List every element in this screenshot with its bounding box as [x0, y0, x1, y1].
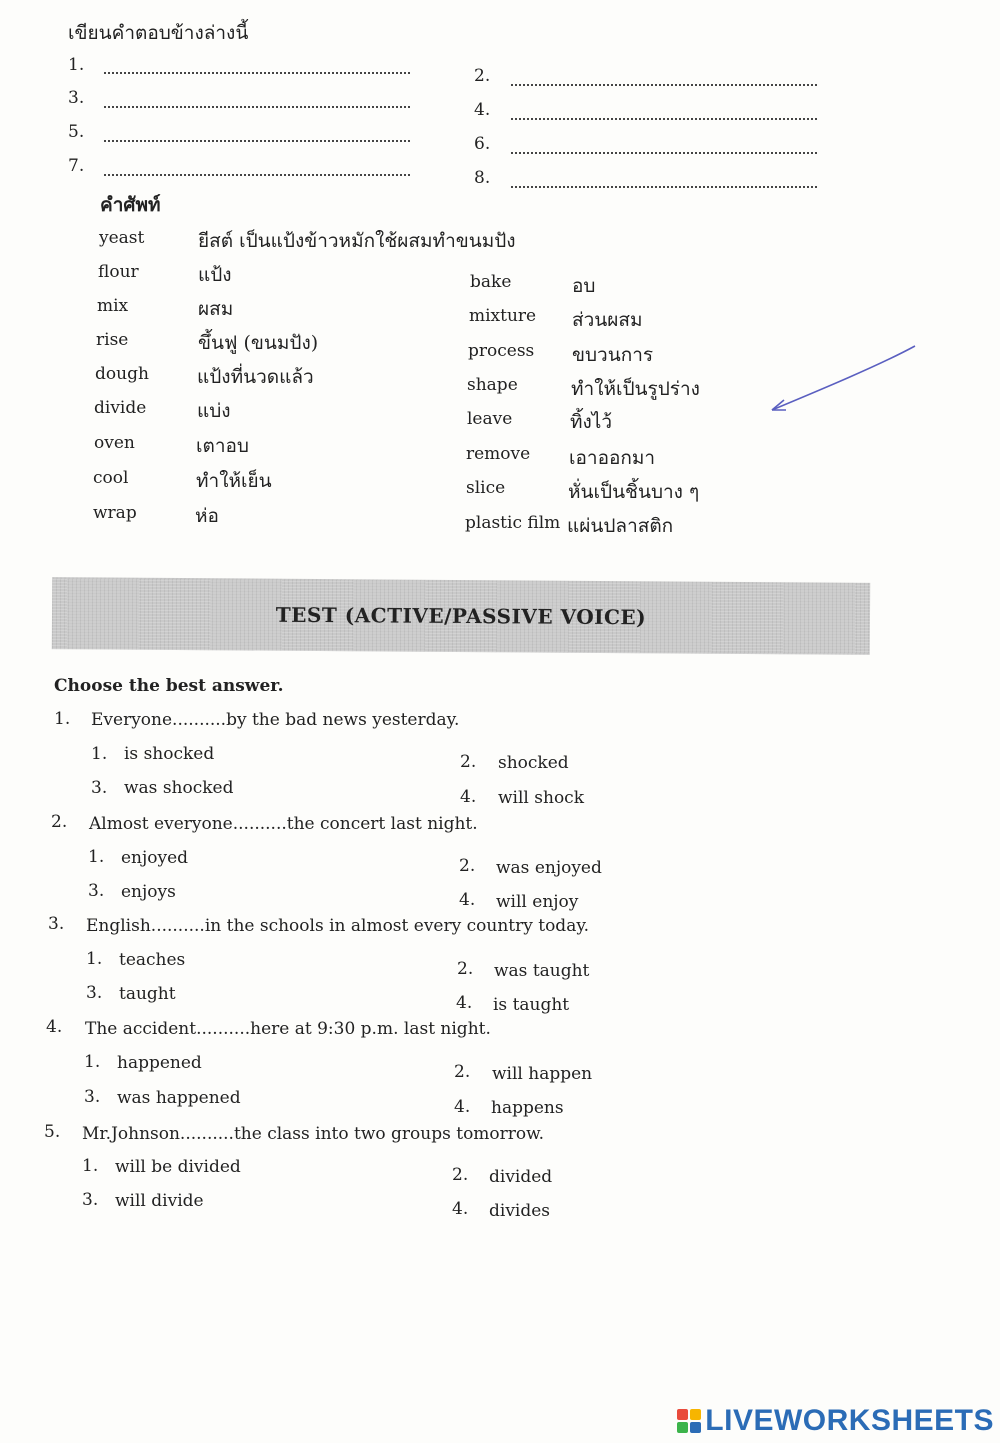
vocab-left-en-0: yeast [99, 228, 145, 248]
option-text[interactable]: happens [491, 1098, 564, 1118]
vocab-left-th-2: ผสม [198, 298, 234, 320]
vocab-left-en-3: rise [96, 330, 129, 350]
vocab-right-th-2: ขบวนการ [572, 344, 654, 366]
test-title: TEST (ACTIVE/PASSIVE VOICE) [275, 602, 647, 630]
option-text[interactable]: happened [117, 1053, 202, 1073]
question-text: Almost everyone..........the concert last night. [89, 814, 478, 834]
option-number: 2. [452, 1165, 469, 1185]
option-number: 2. [457, 959, 474, 979]
vocab-left-en-2: mix [97, 296, 129, 316]
vocab-right-en-7: plastic film [465, 513, 561, 533]
option-text[interactable]: divided [489, 1167, 553, 1187]
option-number: 4. [452, 1199, 469, 1219]
vocab-left-th-4: แป้งที่นวดแล้ว [197, 366, 314, 388]
option-number: 1. [82, 1156, 99, 1176]
option-number: 3. [84, 1087, 101, 1107]
vocab-left-th-1: แป้ง [198, 264, 232, 286]
option-text[interactable]: will divide [115, 1191, 204, 1211]
question-number: 3. [48, 914, 65, 934]
answer-line-8[interactable] [511, 186, 817, 188]
option-number: 4. [456, 993, 473, 1013]
question-text: The accident..........here at 9:30 p.m. last night. [85, 1019, 491, 1039]
answer-line-5[interactable] [104, 140, 410, 142]
option-number: 1. [84, 1052, 101, 1072]
vocab-right-en-0: bake [470, 272, 512, 292]
question-number: 1. [54, 709, 71, 729]
vocab-left-en-6: oven [94, 433, 135, 453]
vocab-left-en-4: dough [95, 364, 149, 384]
option-number: 4. [459, 890, 476, 910]
question-text: Mr.Johnson..........the class into two groups tomorrow. [82, 1124, 545, 1144]
vocab-right-th-4: ทิ้งไว้ [570, 411, 613, 433]
question-number: 5. [44, 1122, 61, 1142]
vocab-right-en-3: shape [467, 375, 518, 395]
option-text[interactable]: is taught [493, 995, 570, 1015]
answer-number-6: 6. [474, 134, 491, 154]
vocab-right-th-6: หั่นเป็นชิ้นบาง ๆ [568, 481, 700, 503]
vocab-right-en-5: remove [466, 444, 531, 464]
option-number: 2. [454, 1062, 471, 1082]
answer-line-1[interactable] [104, 72, 410, 74]
option-number: 2. [460, 752, 477, 772]
vocab-right-th-0: อบ [572, 275, 596, 297]
option-text[interactable]: enjoyed [121, 848, 189, 868]
option-text[interactable]: shocked [498, 753, 569, 773]
option-text[interactable]: teaches [119, 950, 186, 970]
question-number: 4. [46, 1017, 63, 1037]
answer-number-7: 7. [68, 156, 85, 176]
question-text: English..........in the schools in almost every country today. [86, 916, 590, 936]
option-text[interactable]: will be divided [115, 1157, 241, 1177]
option-text[interactable]: enjoys [121, 882, 176, 902]
vocab-heading: คำศัพท์ [100, 194, 161, 216]
pen-arrow-mark [760, 340, 920, 420]
vocab-right-en-6: slice [466, 478, 506, 498]
test-banner [52, 577, 870, 655]
option-text[interactable]: will shock [498, 788, 584, 808]
answer-number-2: 2. [474, 66, 491, 86]
option-text[interactable]: will enjoy [496, 892, 579, 912]
vocab-left-en-5: divide [94, 398, 147, 418]
vocab-right-th-1: ส่วนผสม [572, 309, 643, 331]
answer-number-1: 1. [68, 55, 85, 75]
answer-number-5: 5. [68, 122, 85, 142]
option-number: 1. [86, 949, 103, 969]
option-text[interactable]: was taught [494, 961, 590, 981]
vocab-left-en-8: wrap [93, 503, 137, 523]
vocab-left-en-7: cool [93, 468, 129, 488]
answer-number-4: 4. [474, 100, 491, 120]
answer-number-3: 3. [68, 88, 85, 108]
vocab-left-th-0: ยีสต์ เป็นแป้งข้าวหมักใช้ผสมทำขนมปัง [198, 230, 516, 252]
option-number: 3. [91, 778, 108, 798]
option-text[interactable]: is shocked [124, 744, 215, 764]
answer-line-7[interactable] [104, 174, 410, 176]
option-number: 4. [460, 787, 477, 807]
option-number: 3. [86, 983, 103, 1003]
question-number: 2. [51, 812, 68, 832]
answer-line-2[interactable] [511, 84, 817, 86]
option-text[interactable]: was enjoyed [496, 858, 602, 878]
option-number: 1. [91, 744, 108, 764]
vocab-left-th-7: ทำให้เย็น [196, 470, 272, 492]
vocab-left-th-6: เตาอบ [196, 435, 249, 457]
vocab-right-en-4: leave [467, 409, 513, 429]
option-text[interactable]: was happened [117, 1088, 241, 1108]
vocab-right-en-1: mixture [469, 306, 537, 326]
option-text[interactable]: divides [489, 1201, 551, 1221]
answers-instruction: เขียนคำตอบข้างล่างนี้ [68, 22, 249, 44]
option-number: 1. [88, 847, 105, 867]
vocab-right-th-7: แผ่นปลาสติก [567, 515, 674, 537]
option-number: 3. [88, 881, 105, 901]
vocab-left-th-5: แบ่ง [197, 400, 231, 422]
vocab-left-th-8: ห่อ [195, 505, 219, 527]
vocab-right-th-3: ทำให้เป็นรูปร่าง [571, 378, 700, 400]
option-number: 3. [82, 1190, 99, 1210]
answer-number-8: 8. [474, 168, 491, 188]
vocab-right-th-5: เอาออกมา [569, 447, 656, 469]
option-number: 4. [454, 1097, 471, 1117]
vocab-left-th-3: ขึ้นฟู (ขนมปัง) [198, 332, 319, 354]
option-text[interactable]: was shocked [124, 778, 234, 798]
answer-line-3[interactable] [104, 106, 410, 108]
logo-text: LIVEWORKSHEETS [705, 1404, 994, 1437]
vocab-left-en-1: flour [98, 262, 139, 282]
liveworksheets-logo[interactable] [677, 1404, 994, 1438]
answer-line-6[interactable] [511, 152, 817, 154]
vocab-right-en-2: process [468, 341, 535, 361]
answer-line-4[interactable] [511, 118, 817, 120]
test-instruction: Choose the best answer. [54, 676, 284, 696]
option-text[interactable]: taught [119, 984, 176, 1004]
option-text[interactable]: will happen [492, 1064, 593, 1084]
liveworksheets-logo-icon [677, 1409, 701, 1433]
question-text: Everyone..........by the bad news yesterday. [91, 710, 460, 730]
option-number: 2. [459, 856, 476, 876]
